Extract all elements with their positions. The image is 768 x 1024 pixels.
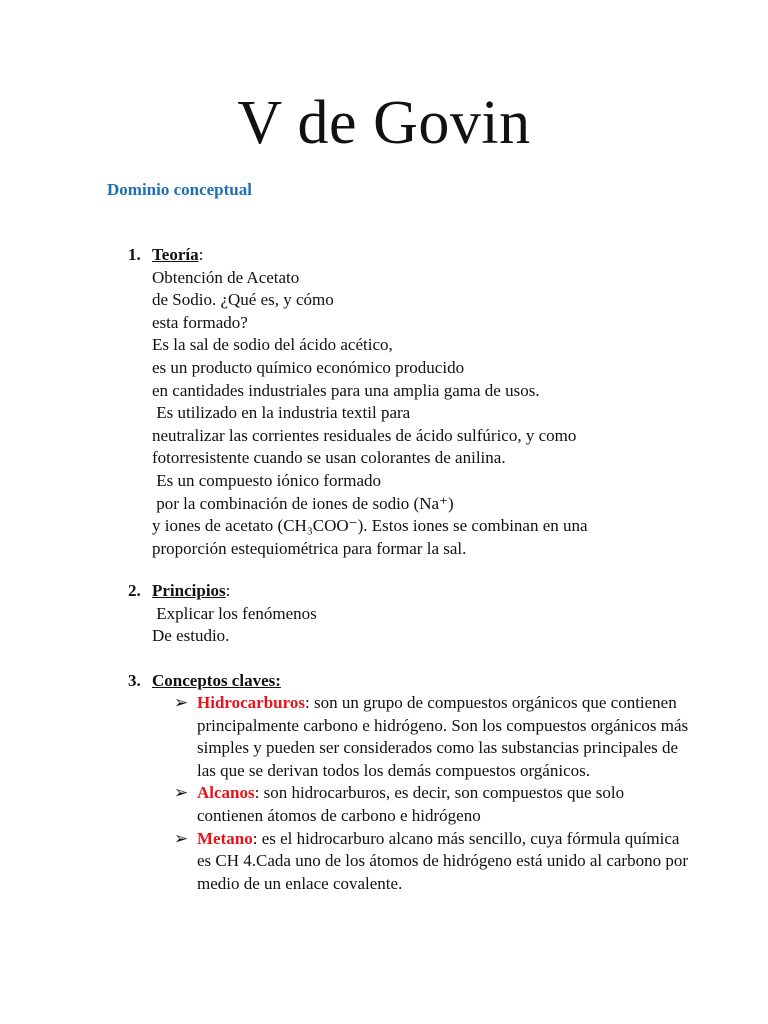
bullet-term: Metano	[197, 828, 253, 848]
bullet-text: : son un grupo de compuestos orgánicos que contienen principalmente carbono e hidrógeno. Son los compuestos orgánicos más simples y pueden ser considerados como las substancias principales de las que se derivan todos los demás compuestos orgánicos.	[197, 693, 689, 780]
item-label: Conceptos claves:	[152, 671, 281, 690]
section-heading: Dominio conceptual	[107, 180, 252, 199]
bullet-text: : son hidrocarburos, es decir, son compuestos que solo contienen átomos de carbono e hidrógeno	[197, 783, 625, 825]
item-number: 1.	[128, 245, 141, 264]
text-line: De estudio.	[152, 626, 230, 646]
page-title: V de Govin	[237, 89, 531, 157]
bullet-term: Hidrocarburos	[197, 693, 305, 712]
text-line: fotorresistente cuando se usan colorantes de anilina.	[152, 448, 506, 468]
text-line: en cantidades industriales para una amplia gama de usos.	[152, 380, 540, 400]
item-suffix: :	[225, 581, 231, 600]
text-line: neutralizar las corrientes residuales de ácido sulfúrico, y como	[152, 425, 577, 445]
arrowhead-icon: ➢	[174, 693, 189, 712]
text-line: esta formado?	[152, 312, 248, 332]
text-line: proporción estequiométrica para formar la sal.	[152, 538, 467, 558]
item-number: 3.	[128, 671, 141, 690]
text-line: y iones de acetato (CH₃COO⁻). Estos iones se combinan en una	[152, 516, 588, 536]
item-label: Principios	[152, 581, 226, 600]
item-label: Teoría	[152, 245, 199, 264]
bullet-list	[174, 692, 694, 895]
bullet-term: Alcanos	[197, 783, 255, 803]
bullet-item-alcanos	[174, 782, 694, 827]
bullet-item-metano	[174, 828, 694, 896]
text-line: es un producto químico económico producido	[152, 357, 465, 377]
text-line: Obtención de Acetato	[152, 267, 300, 287]
text-line: Es la sal de sodio del ácido acético,	[152, 335, 393, 355]
text-line: por la combinación de iones de sodio (Na⁺)	[152, 493, 454, 513]
arrowhead-icon: ➢	[174, 783, 189, 803]
text-line: de Sodio. ¿Qué es, y cómo	[152, 290, 334, 310]
text-line: Es un compuesto iónico formado	[152, 470, 381, 490]
bullet-item-hidrocarburos	[174, 692, 694, 782]
item-suffix: :	[198, 245, 204, 264]
text-line: Explicar los fenómenos	[152, 603, 317, 623]
text-line: Es utilizado en la industria textil para	[152, 403, 411, 423]
item-number: 2.	[128, 581, 141, 600]
bullet-text: : es el hidrocarburo alcano más sencillo, cuya fórmula química es CH 4.Cada uno de los átomos de hidrógeno está unido al carbono por medio de un enlace covalente.	[197, 828, 689, 893]
arrowhead-icon: ➢	[174, 828, 189, 848]
